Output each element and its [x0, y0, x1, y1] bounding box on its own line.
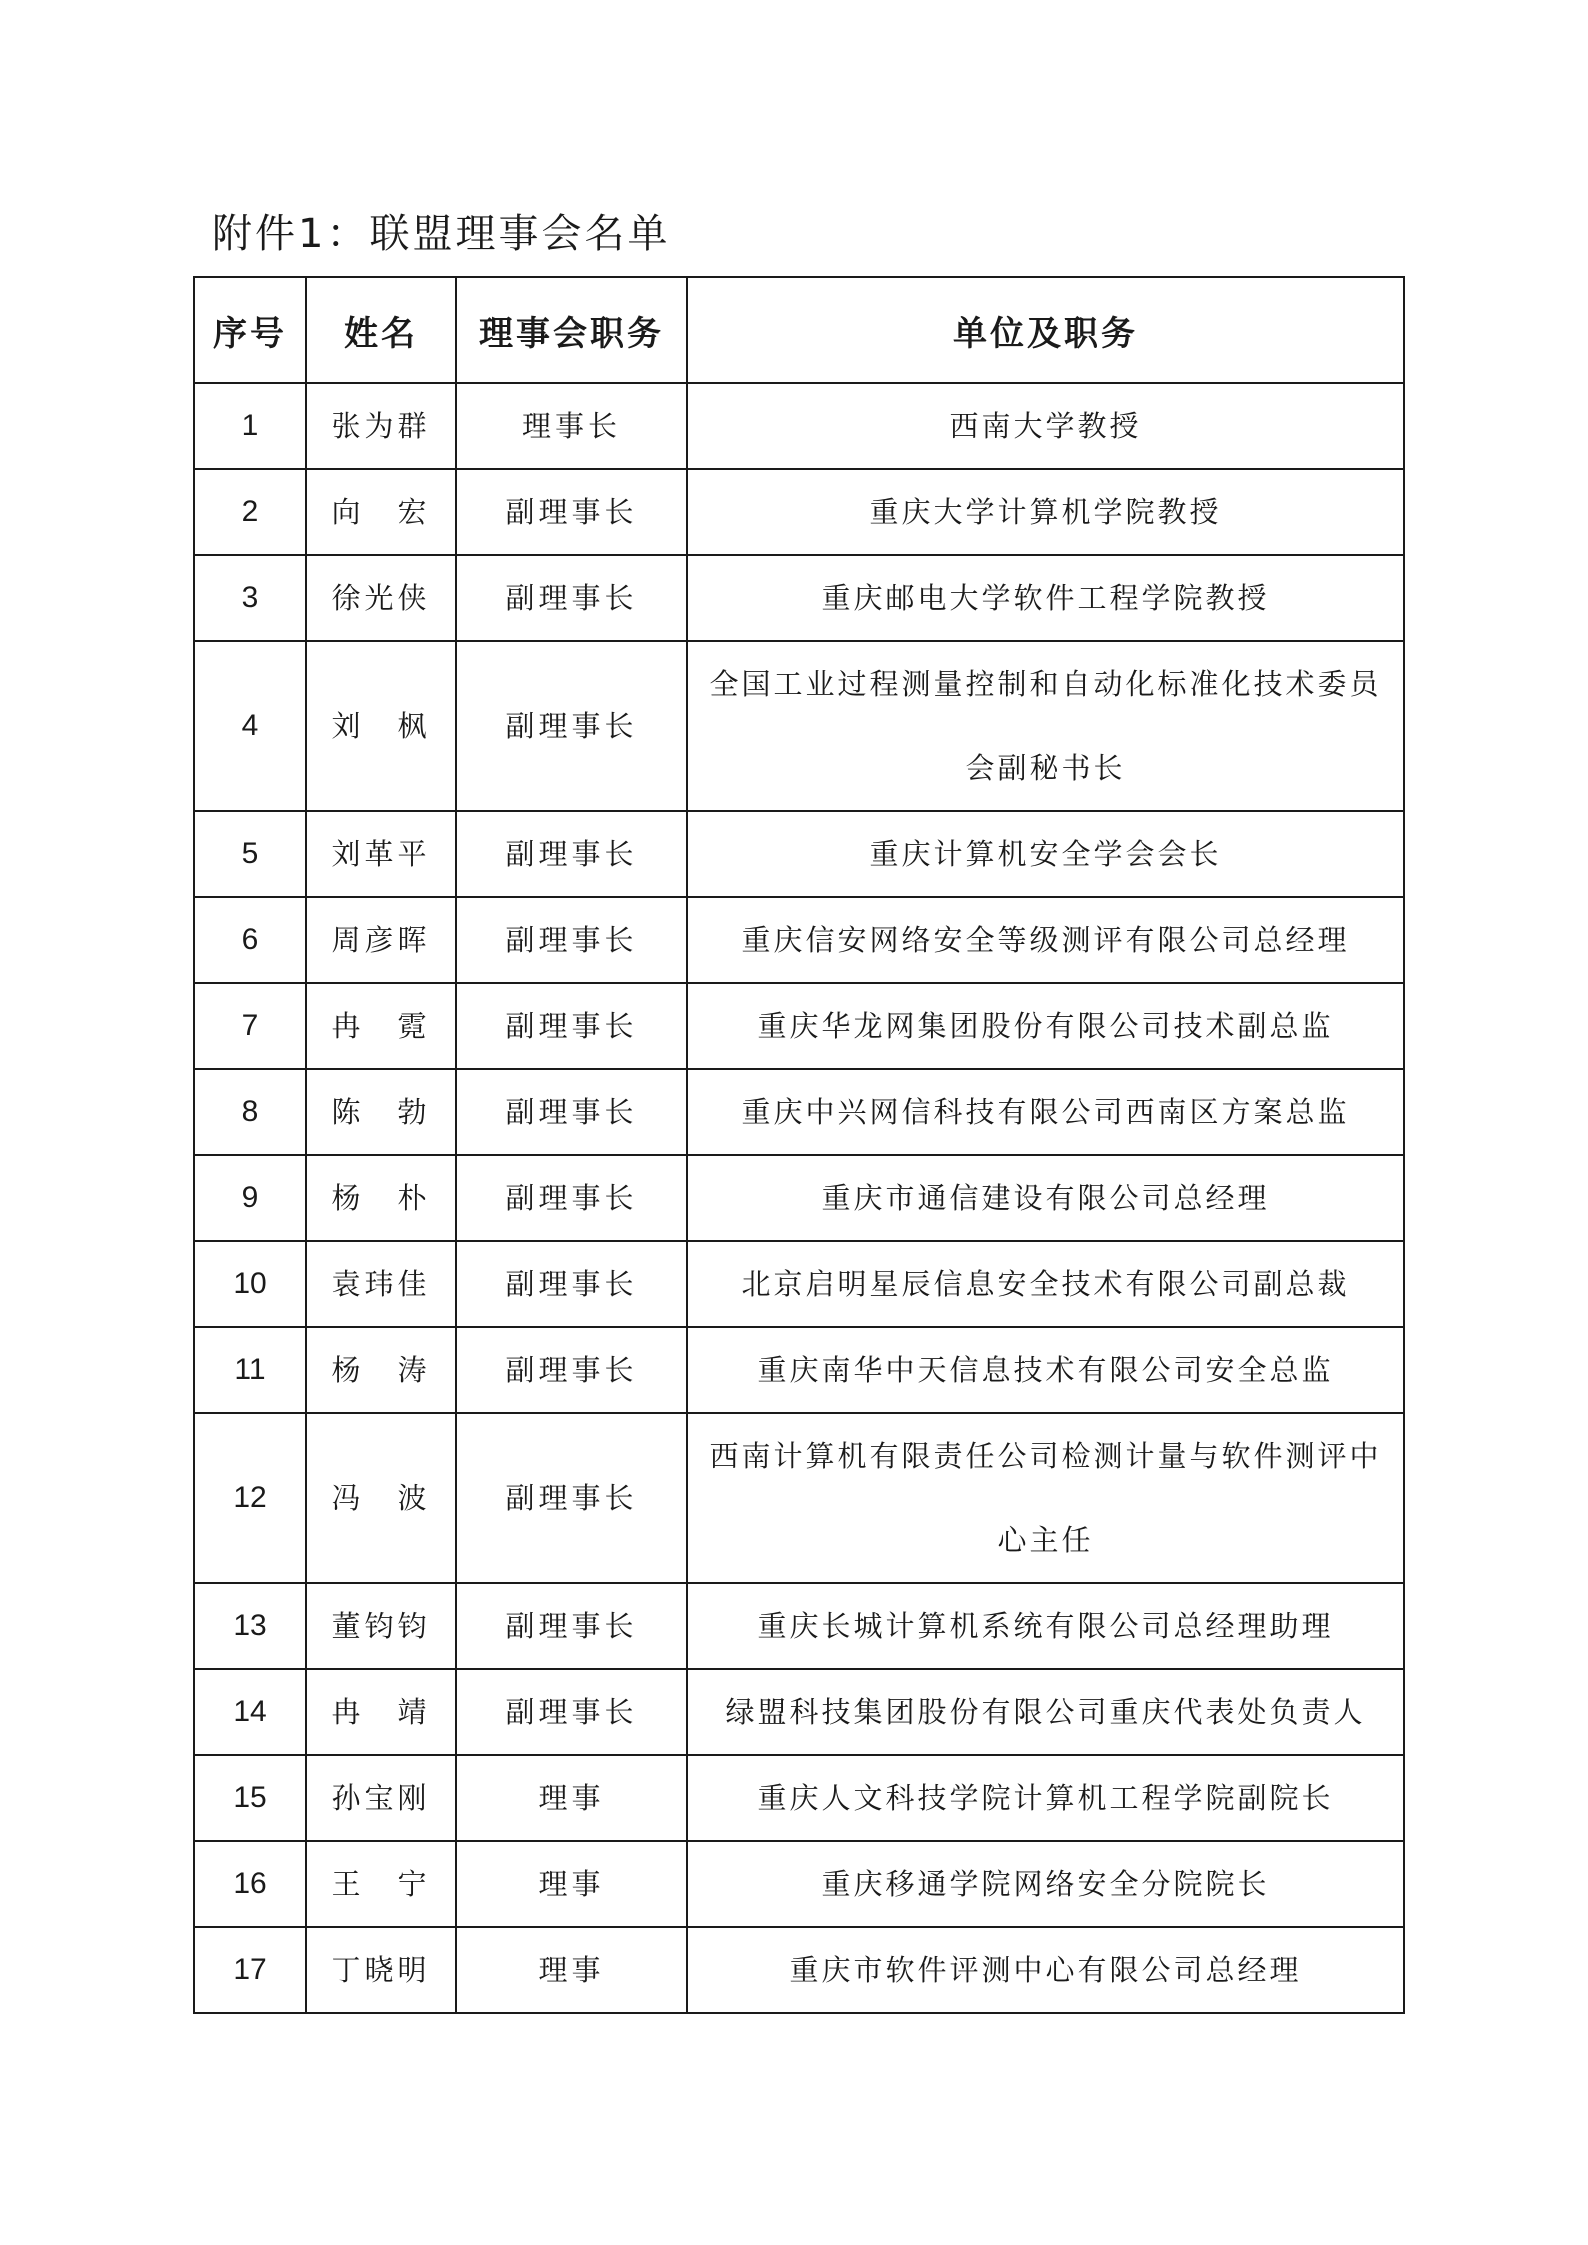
- cell-unit: 重庆市软件评测中心有限公司总经理: [687, 1927, 1404, 2013]
- cell-role: 副理事长: [456, 1669, 687, 1755]
- cell-name: 董钧钧: [306, 1583, 456, 1669]
- table-row: [194, 1413, 1404, 1583]
- table-row: [194, 1241, 1404, 1327]
- table-row: [194, 897, 1404, 983]
- table-row: [194, 1069, 1404, 1155]
- cell-unit: 重庆市通信建设有限公司总经理: [687, 1155, 1404, 1241]
- cell-name: 杨 朴: [306, 1155, 456, 1241]
- cell-name: 冉 靖: [306, 1669, 456, 1755]
- document-title: 附件1：联盟理事会名单: [212, 211, 671, 257]
- cell-unit: 西南计算机有限责任公司检测计量与软件测评中心主任: [687, 1413, 1404, 1583]
- cell-role: 副理事长: [456, 1241, 687, 1327]
- header-unit: 单位及职务: [687, 277, 1404, 383]
- cell-role: 副理事长: [456, 811, 687, 897]
- cell-name: 杨 涛: [306, 1327, 456, 1413]
- table-row: [194, 1841, 1404, 1927]
- table-row: [194, 1927, 1404, 2013]
- header-role: 理事会职务: [456, 277, 687, 383]
- cell-role: 副理事长: [456, 983, 687, 1069]
- cell-name: 丁晓明: [306, 1927, 456, 2013]
- cell-no: 15: [194, 1755, 306, 1841]
- cell-role: 副理事长: [456, 641, 687, 811]
- cell-role: 副理事长: [456, 1327, 687, 1413]
- cell-role: 副理事长: [456, 1069, 687, 1155]
- cell-unit: 重庆邮电大学软件工程学院教授: [687, 555, 1404, 641]
- table-row: [194, 469, 1404, 555]
- cell-unit: 全国工业过程测量控制和自动化标准化技术委员会副秘书长: [687, 641, 1404, 811]
- cell-name: 陈 勃: [306, 1069, 456, 1155]
- cell-unit: 重庆南华中天信息技术有限公司安全总监: [687, 1327, 1404, 1413]
- cell-unit: 重庆长城计算机系统有限公司总经理助理: [687, 1583, 1404, 1669]
- cell-unit: 重庆计算机安全学会会长: [687, 811, 1404, 897]
- cell-name: 徐光侠: [306, 555, 456, 641]
- header-name: 姓名: [306, 277, 456, 383]
- cell-no: 6: [194, 897, 306, 983]
- cell-no: 10: [194, 1241, 306, 1327]
- cell-unit: 绿盟科技集团股份有限公司重庆代表处负责人: [687, 1669, 1404, 1755]
- cell-name: 周彦晖: [306, 897, 456, 983]
- cell-no: 5: [194, 811, 306, 897]
- cell-unit: 重庆人文科技学院计算机工程学院副院长: [687, 1755, 1404, 1841]
- cell-unit: 重庆移通学院网络安全分院院长: [687, 1841, 1404, 1927]
- cell-role: 副理事长: [456, 1413, 687, 1583]
- cell-no: 14: [194, 1669, 306, 1755]
- cell-role: 理事: [456, 1927, 687, 2013]
- table-row: [194, 983, 1404, 1069]
- cell-no: 9: [194, 1155, 306, 1241]
- cell-name: 张为群: [306, 383, 456, 469]
- cell-name: 向 宏: [306, 469, 456, 555]
- cell-no: 3: [194, 555, 306, 641]
- cell-no: 1: [194, 383, 306, 469]
- cell-role: 理事: [456, 1841, 687, 1927]
- cell-unit: 重庆华龙网集团股份有限公司技术副总监: [687, 983, 1404, 1069]
- table-row: [194, 641, 1404, 811]
- cell-name: 冉 霓: [306, 983, 456, 1069]
- cell-no: 16: [194, 1841, 306, 1927]
- table-row: [194, 1669, 1404, 1755]
- table-row: [194, 555, 1404, 641]
- cell-no: 7: [194, 983, 306, 1069]
- cell-name: 刘革平: [306, 811, 456, 897]
- cell-no: 8: [194, 1069, 306, 1155]
- table-row: [194, 383, 1404, 469]
- cell-unit: 重庆大学计算机学院教授: [687, 469, 1404, 555]
- cell-name: 王 宁: [306, 1841, 456, 1927]
- cell-name: 袁玮佳: [306, 1241, 456, 1327]
- table-row: [194, 1327, 1404, 1413]
- cell-role: 理事: [456, 1755, 687, 1841]
- council-member-table: [193, 276, 1405, 2014]
- table-row: [194, 1155, 1404, 1241]
- cell-role: 副理事长: [456, 555, 687, 641]
- cell-unit: 北京启明星辰信息安全技术有限公司副总裁: [687, 1241, 1404, 1327]
- cell-no: 12: [194, 1413, 306, 1583]
- cell-unit: 重庆信安网络安全等级测评有限公司总经理: [687, 897, 1404, 983]
- cell-role: 副理事长: [456, 1583, 687, 1669]
- cell-role: 副理事长: [456, 897, 687, 983]
- cell-name: 刘 枫: [306, 641, 456, 811]
- table-row: [194, 1583, 1404, 1669]
- table-row: [194, 811, 1404, 897]
- cell-name: 孙宝刚: [306, 1755, 456, 1841]
- cell-unit: 西南大学教授: [687, 383, 1404, 469]
- cell-role: 理事长: [456, 383, 687, 469]
- table-header-row: [194, 277, 1404, 383]
- cell-role: 副理事长: [456, 1155, 687, 1241]
- cell-no: 17: [194, 1927, 306, 2013]
- cell-no: 13: [194, 1583, 306, 1669]
- table-row: [194, 1755, 1404, 1841]
- cell-unit: 重庆中兴网信科技有限公司西南区方案总监: [687, 1069, 1404, 1155]
- cell-role: 副理事长: [456, 469, 687, 555]
- cell-name: 冯 波: [306, 1413, 456, 1583]
- cell-no: 4: [194, 641, 306, 811]
- header-no: 序号: [194, 277, 306, 383]
- cell-no: 11: [194, 1327, 306, 1413]
- cell-no: 2: [194, 469, 306, 555]
